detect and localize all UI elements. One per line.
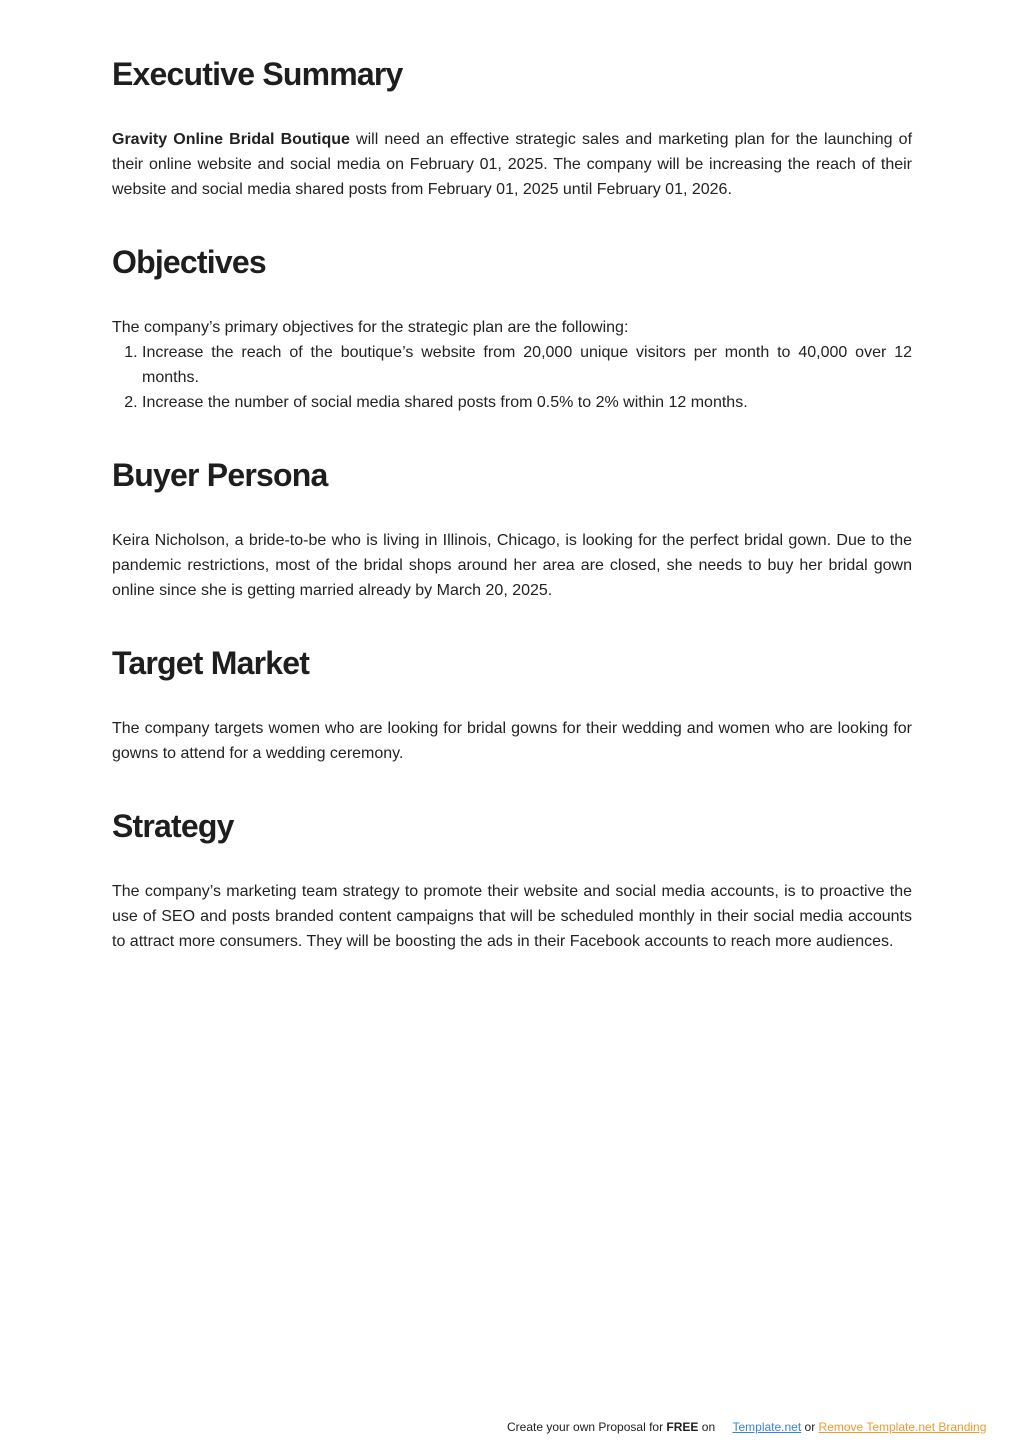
heading: Executive Summary xyxy=(112,56,403,92)
footer-branding xyxy=(507,1420,986,1434)
template-net-link[interactable]: Template.net xyxy=(732,1420,802,1434)
remove-branding-link[interactable]: Remove Template.net Branding xyxy=(818,1420,987,1434)
paragraph-text: will need an effective strategic sales and marketing plan for the launching of their online website and social media on February 01, 2025. The company will be increasing the reach of their website and social media shared posts from February 01, 2025 until February 01, 2026. xyxy=(112,131,913,198)
footer-on: on xyxy=(698,1420,716,1434)
objectives-list xyxy=(112,340,912,415)
paragraph: The company targets women who are looking for bridal gowns for their wedding and women who are looking for gowns to attend for a wedding ceremony. xyxy=(112,720,912,762)
heading: Buyer Persona xyxy=(112,457,328,493)
paragraph: The company’s marketing team strategy to promote their website and social media accounts, is to proactive the use of SEO and posts branded content campaigns that will be scheduled monthly in their social media accounts to attract more consumers. They will be boosting the ads in their Facebook accounts to reach more audiences. xyxy=(112,883,912,950)
section-target-market xyxy=(112,643,912,766)
footer-or: or xyxy=(801,1420,819,1434)
list-item: 2. Increase the number of social media shared posts from 0.5% to 2% within 12 months. xyxy=(142,390,912,415)
paragraph: Keira Nicholson, a bride-to-be who is living in Illinois, Chicago, is looking for the perfect bridal gown. Due to the pandemic restrictions, most of the bridal shops around her area are closed, she needs to buy her bridal gown online since she is getting married already by March 20, 2025. xyxy=(112,532,912,599)
footer-free: FREE xyxy=(666,1420,699,1434)
section-executive-summary xyxy=(112,54,912,202)
section-buyer-persona xyxy=(112,455,912,603)
company-name: Gravity Online Bridal Boutique xyxy=(112,131,350,148)
section-strategy xyxy=(112,806,912,954)
list-item: 1. Increase the reach of the boutique’s website from 20,000 unique visitors per month to 40,000 over 12 months. xyxy=(142,340,912,390)
paragraph: The company’s primary objectives for the strategic plan are the following: xyxy=(112,319,629,336)
heading: Objectives xyxy=(112,244,266,280)
heading: Strategy xyxy=(112,808,234,844)
paragraph xyxy=(112,127,912,202)
section-objectives xyxy=(112,242,912,415)
footer-text: Create your own Proposal for xyxy=(507,1420,667,1434)
heading: Target Market xyxy=(112,645,310,681)
